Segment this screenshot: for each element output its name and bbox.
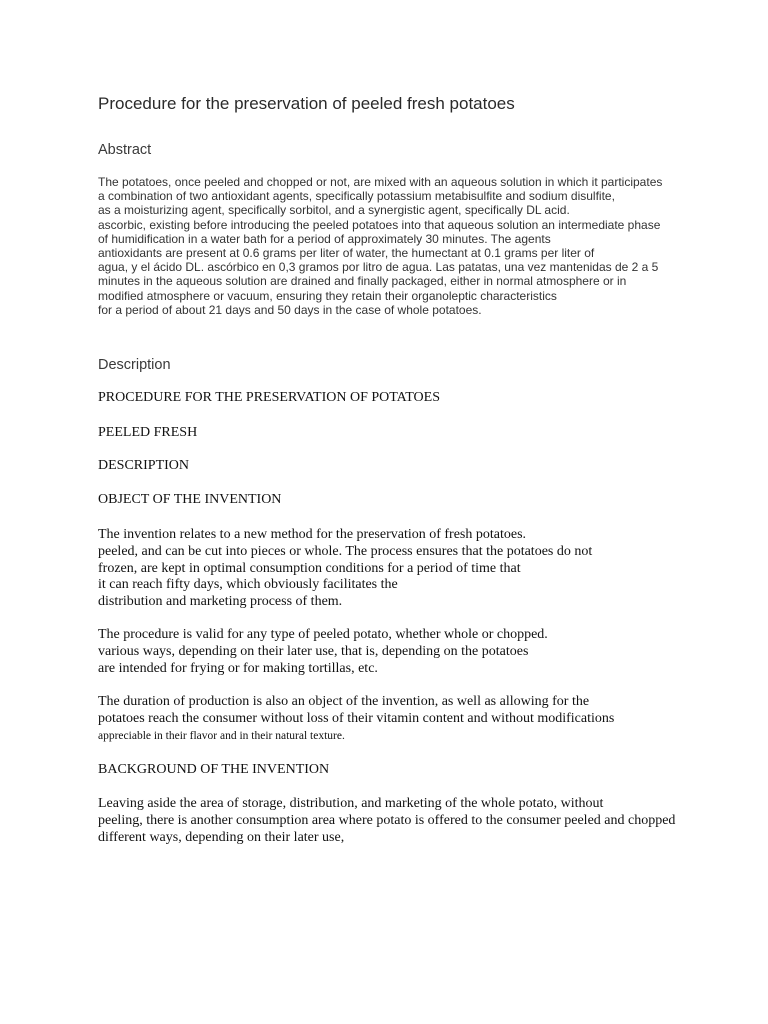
paragraph-line: appreciable in their flavor and in their natural texture. bbox=[98, 729, 345, 742]
paragraph-line: distribution and marketing process of them. bbox=[98, 594, 343, 610]
paragraph-line: peeling, there is another consumption area where potato is offered to the consumer peeled and chopped bbox=[98, 812, 676, 828]
abstract-text bbox=[98, 175, 662, 317]
paragraph-line: different ways, depending on their later use, bbox=[98, 829, 345, 845]
paragraph-line: The duration of production is also an object of the invention, as well as allowing for the bbox=[98, 694, 590, 709]
paragraph-line: The invention relates to a new method for the preservation of fresh potatoes. bbox=[98, 527, 527, 542]
paragraph-line: it can reach fifty days, which obviously facilitates the bbox=[98, 577, 398, 593]
abstract-line: a combination of two antioxidant agents, specifically potassium metabisulfite and sodium disulfite, bbox=[98, 189, 615, 204]
abstract-line: modified atmosphere or vacuum, ensuring they retain their organoleptic characteristics bbox=[98, 288, 557, 303]
abstract-line: for a period of about 21 days and 50 days in the case of whole potatoes. bbox=[98, 302, 482, 317]
paragraph-line: The procedure is valid for any type of peeled potato, whether whole or chopped. bbox=[98, 627, 548, 642]
paragraph-background bbox=[98, 796, 675, 846]
paragraph-line: peeled, and can be cut into pieces or whole. The process ensures that the potatoes do not bbox=[98, 543, 593, 559]
procedure-heading: PROCEDURE FOR THE PRESERVATION OF POTATOES bbox=[98, 390, 440, 405]
paragraph-validity bbox=[98, 627, 548, 677]
paragraph-line: are intended for frying or for making tortillas, etc. bbox=[98, 660, 378, 676]
paragraph-line: potatoes reach the consumer without loss of their vitamin content and without modifications bbox=[98, 710, 615, 726]
description-subheading: DESCRIPTION bbox=[98, 458, 190, 473]
abstract-line: ascorbic, existing before introducing the peeled potatoes into that aqueous solution an intermediate phase bbox=[98, 217, 661, 232]
abstract-line: antioxidants are present at 0.6 grams per liter of water, the humectant at 0.1 grams per liter of bbox=[98, 246, 595, 261]
abstract-heading: Abstract bbox=[98, 142, 152, 158]
paragraph-line: frozen, are kept in optimal consumption conditions for a period of time that bbox=[98, 560, 521, 576]
paragraph-line: Leaving aside the area of storage, distribution, and marketing of the whole potato, without bbox=[98, 796, 604, 811]
peeled-fresh-heading: PEELED FRESH bbox=[98, 425, 198, 440]
abstract-line: as a moisturizing agent, specifically sorbitol, and a synergistic agent, specifically DL acid. bbox=[98, 203, 570, 218]
paragraph-duration bbox=[98, 694, 614, 744]
abstract-line: The potatoes, once peeled and chopped or not, are mixed with an aqueous solution in which it participates bbox=[98, 175, 663, 189]
abstract-line: minutes in the aqueous solution are drained and finally packaged, either in normal atmosphere or in bbox=[98, 274, 627, 289]
background-heading: BACKGROUND OF THE INVENTION bbox=[98, 762, 330, 777]
description-heading: Description bbox=[98, 357, 171, 373]
object-heading: OBJECT OF THE INVENTION bbox=[98, 492, 282, 507]
paragraph-object bbox=[98, 527, 592, 611]
document-title: Procedure for the preservation of peeled fresh potatoes bbox=[98, 94, 515, 113]
paragraph-line: various ways, depending on their later use, that is, depending on the potatoes bbox=[98, 643, 529, 659]
abstract-line: agua, y el ácido DL. ascórbico en 0,3 gramos por litro de agua. Las patatas, una vez mantenidas de 2 a 5 bbox=[98, 260, 659, 275]
abstract-line: of humidification in a water bath for a period of approximately 30 minutes. The agents bbox=[98, 231, 551, 246]
